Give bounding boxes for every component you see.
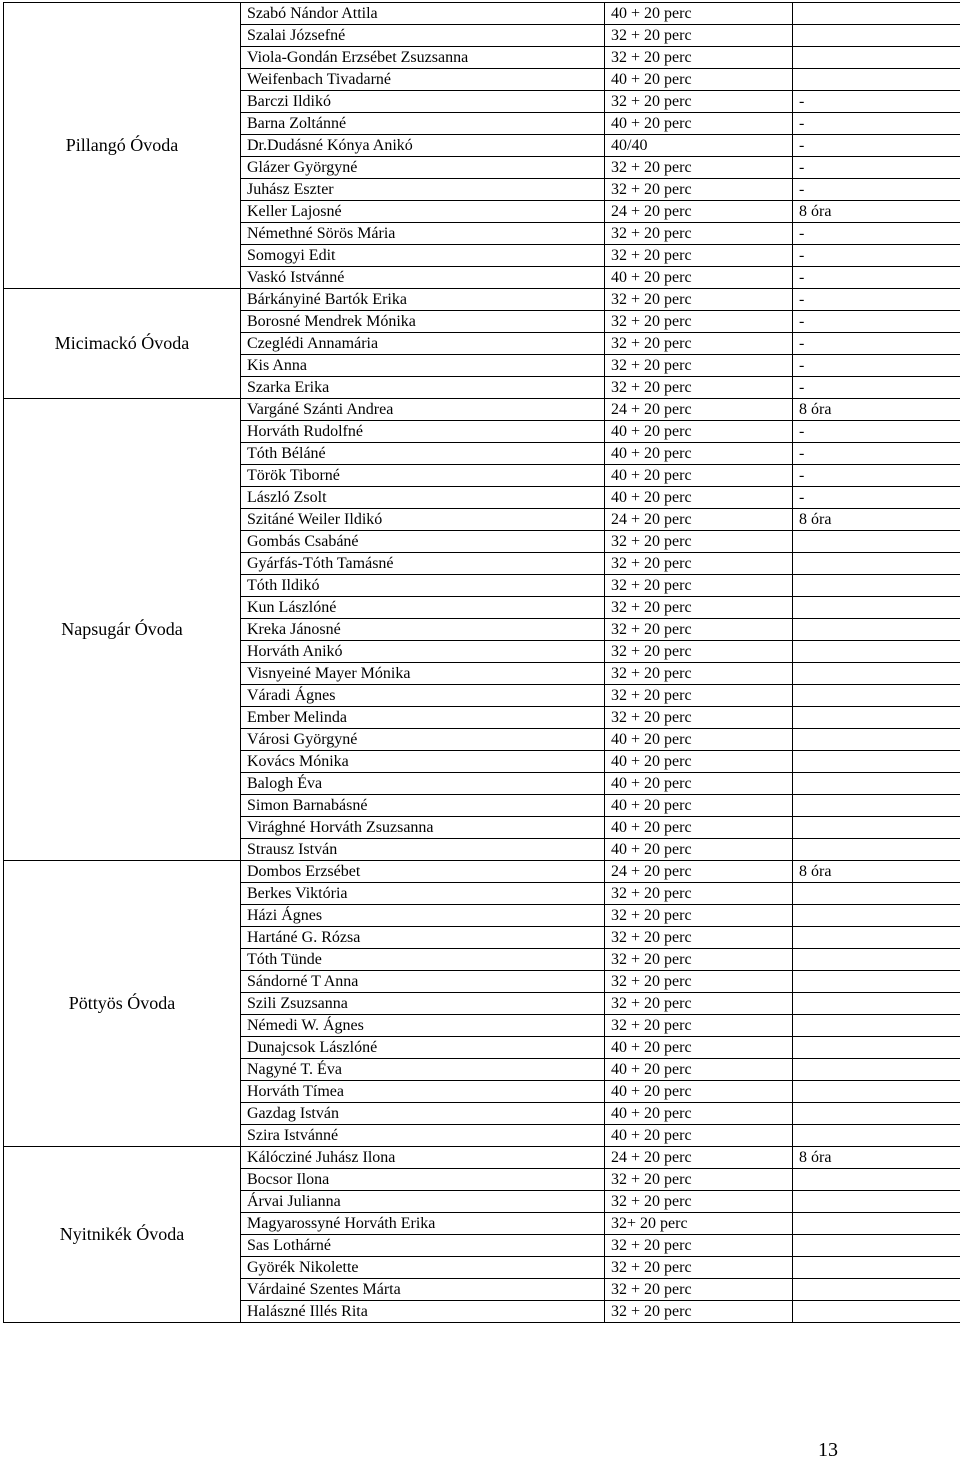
working-hours: 24 + 20 perc: [605, 399, 793, 421]
staff-name: Weifenbach Tivadarné: [241, 69, 605, 91]
working-hours: 40 + 20 perc: [605, 487, 793, 509]
institution-group: [4, 289, 960, 399]
working-hours: 32 + 20 perc: [605, 157, 793, 179]
institution-name: Micimackó Óvoda: [4, 289, 241, 399]
extra-hours: -: [793, 91, 960, 113]
staff-name: Györék Nikolette: [241, 1257, 605, 1279]
staff-name: Némethné Sörös Mária: [241, 223, 605, 245]
extra-hours: [793, 1103, 960, 1125]
working-hours: 40 + 20 perc: [605, 3, 793, 25]
working-hours: 32 + 20 perc: [605, 685, 793, 707]
staff-name: Juhász Eszter: [241, 179, 605, 201]
working-hours: 32 + 20 perc: [605, 641, 793, 663]
working-hours: 32 + 20 perc: [605, 223, 793, 245]
staff-name: Viola-Gondán Erzsébet Zsuzsanna: [241, 47, 605, 69]
staff-name: Várdainé Szentes Márta: [241, 1279, 605, 1301]
staff-table: [3, 2, 960, 1323]
extra-hours: -: [793, 487, 960, 509]
staff-name: Gyárfás-Tóth Tamásné: [241, 553, 605, 575]
staff-name: Vaskó Istvánné: [241, 267, 605, 289]
staff-name: Bocsor Ilona: [241, 1169, 605, 1191]
working-hours: 40 + 20 perc: [605, 1103, 793, 1125]
working-hours: 32 + 20 perc: [605, 377, 793, 399]
staff-name: Kreka Jánosné: [241, 619, 605, 641]
working-hours: 40 + 20 perc: [605, 817, 793, 839]
working-hours: 32 + 20 perc: [605, 927, 793, 949]
staff-name: Dombos Erzsébet: [241, 861, 605, 883]
institution-group: [4, 399, 960, 861]
extra-hours: -: [793, 223, 960, 245]
staff-name: Horváth Tímea: [241, 1081, 605, 1103]
extra-hours: -: [793, 113, 960, 135]
working-hours: 40 + 20 perc: [605, 1081, 793, 1103]
extra-hours: [793, 795, 960, 817]
working-hours: 32 + 20 perc: [605, 355, 793, 377]
extra-hours: [793, 1213, 960, 1235]
staff-name: Visnyeiné Mayer Mónika: [241, 663, 605, 685]
table-row: [4, 399, 960, 421]
staff-name: Gombás Csabáné: [241, 531, 605, 553]
working-hours: 32 + 20 perc: [605, 663, 793, 685]
working-hours: 40 + 20 perc: [605, 465, 793, 487]
extra-hours: [793, 553, 960, 575]
working-hours: 32 + 20 perc: [605, 949, 793, 971]
staff-name: Kovács Mónika: [241, 751, 605, 773]
working-hours: 40 + 20 perc: [605, 1125, 793, 1147]
staff-name: Simon Barnabásné: [241, 795, 605, 817]
staff-name: Balogh Éva: [241, 773, 605, 795]
staff-name: Váradi Ágnes: [241, 685, 605, 707]
working-hours: 32 + 20 perc: [605, 333, 793, 355]
staff-name: Gazdag István: [241, 1103, 605, 1125]
extra-hours: [793, 531, 960, 553]
working-hours: 40 + 20 perc: [605, 69, 793, 91]
extra-hours: [793, 1125, 960, 1147]
institution-name: Napsugár Óvoda: [4, 399, 241, 861]
extra-hours: [793, 1235, 960, 1257]
extra-hours: [793, 1081, 960, 1103]
staff-name: Tóth Béláné: [241, 443, 605, 465]
extra-hours: 8 óra: [793, 201, 960, 223]
working-hours: 32 + 20 perc: [605, 1015, 793, 1037]
working-hours: 32 + 20 perc: [605, 597, 793, 619]
extra-hours: [793, 663, 960, 685]
working-hours: 40 + 20 perc: [605, 1037, 793, 1059]
extra-hours: -: [793, 333, 960, 355]
staff-name: Nagyné T. Éva: [241, 1059, 605, 1081]
working-hours: 32 + 20 perc: [605, 1301, 793, 1323]
working-hours: 32 + 20 perc: [605, 1169, 793, 1191]
working-hours: 40 + 20 perc: [605, 113, 793, 135]
working-hours: 32 + 20 perc: [605, 553, 793, 575]
working-hours: 40 + 20 perc: [605, 773, 793, 795]
staff-name: Virághné Horváth Zsuzsanna: [241, 817, 605, 839]
extra-hours: 8 óra: [793, 509, 960, 531]
extra-hours: [793, 729, 960, 751]
working-hours: 32 + 20 perc: [605, 531, 793, 553]
staff-name: Ember Melinda: [241, 707, 605, 729]
staff-name: Keller Lajosné: [241, 201, 605, 223]
extra-hours: [793, 1257, 960, 1279]
staff-name: Török Tiborné: [241, 465, 605, 487]
extra-hours: [793, 1169, 960, 1191]
extra-hours: [793, 69, 960, 91]
working-hours: 32 + 20 perc: [605, 905, 793, 927]
staff-name: László Zsolt: [241, 487, 605, 509]
working-hours: 40/40: [605, 135, 793, 157]
table-row: [4, 3, 960, 25]
staff-name: Vargáné Szánti Andrea: [241, 399, 605, 421]
extra-hours: [793, 25, 960, 47]
staff-name: Dr.Dudásné Kónya Anikó: [241, 135, 605, 157]
working-hours: 24 + 20 perc: [605, 861, 793, 883]
extra-hours: -: [793, 135, 960, 157]
extra-hours: [793, 1037, 960, 1059]
table-row: [4, 1147, 960, 1169]
staff-name: Szabó Nándor Attila: [241, 3, 605, 25]
staff-name: Árvai Julianna: [241, 1191, 605, 1213]
page-number: 13: [818, 1439, 838, 1462]
extra-hours: [793, 993, 960, 1015]
extra-hours: -: [793, 179, 960, 201]
extra-hours: [793, 47, 960, 69]
working-hours: 24 + 20 perc: [605, 509, 793, 531]
table-row: [4, 861, 960, 883]
working-hours: 40 + 20 perc: [605, 795, 793, 817]
staff-name: Hartáné G. Rózsa: [241, 927, 605, 949]
working-hours: 40 + 20 perc: [605, 267, 793, 289]
extra-hours: -: [793, 377, 960, 399]
staff-name: Halászné Illés Rita: [241, 1301, 605, 1323]
institution-group: [4, 3, 960, 289]
staff-name: Somogyi Edit: [241, 245, 605, 267]
working-hours: 40 + 20 perc: [605, 729, 793, 751]
staff-name: Strausz István: [241, 839, 605, 861]
staff-name: Szarka Erika: [241, 377, 605, 399]
staff-name: Kis Anna: [241, 355, 605, 377]
staff-name: Horváth Rudolfné: [241, 421, 605, 443]
staff-name: Magyarossyné Horváth Erika: [241, 1213, 605, 1235]
working-hours: 32 + 20 perc: [605, 91, 793, 113]
extra-hours: [793, 883, 960, 905]
extra-hours: -: [793, 157, 960, 179]
staff-name: Szili Zsuzsanna: [241, 993, 605, 1015]
institution-name: Pöttyös Óvoda: [4, 861, 241, 1147]
working-hours: 32 + 20 perc: [605, 289, 793, 311]
staff-name: Glázer Györgyné: [241, 157, 605, 179]
extra-hours: [793, 751, 960, 773]
working-hours: 32 + 20 perc: [605, 619, 793, 641]
staff-name: Szira Istvánné: [241, 1125, 605, 1147]
extra-hours: -: [793, 267, 960, 289]
staff-name: Tóth Ildikó: [241, 575, 605, 597]
staff-name: Bárkányiné Bartók Erika: [241, 289, 605, 311]
extra-hours: [793, 707, 960, 729]
extra-hours: [793, 1279, 960, 1301]
working-hours: 32 + 20 perc: [605, 245, 793, 267]
extra-hours: [793, 619, 960, 641]
staff-name: Barna Zoltánné: [241, 113, 605, 135]
working-hours: 32 + 20 perc: [605, 1235, 793, 1257]
extra-hours: [793, 641, 960, 663]
staff-name: Tóth Tünde: [241, 949, 605, 971]
staff-name: Házi Ágnes: [241, 905, 605, 927]
institution-group: [4, 1147, 960, 1323]
working-hours: 24 + 20 perc: [605, 1147, 793, 1169]
staff-name: Barczi Ildikó: [241, 91, 605, 113]
table-row: [4, 289, 960, 311]
institution-group: [4, 861, 960, 1147]
working-hours: 32 + 20 perc: [605, 47, 793, 69]
extra-hours: [793, 3, 960, 25]
working-hours: 40 + 20 perc: [605, 839, 793, 861]
working-hours: 32 + 20 perc: [605, 707, 793, 729]
extra-hours: 8 óra: [793, 399, 960, 421]
working-hours: 32 + 20 perc: [605, 179, 793, 201]
staff-name: Berkes Viktória: [241, 883, 605, 905]
working-hours: 40 + 20 perc: [605, 1059, 793, 1081]
extra-hours: [793, 839, 960, 861]
working-hours: 32 + 20 perc: [605, 575, 793, 597]
institution-name: Nyitnikék Óvoda: [4, 1147, 241, 1323]
extra-hours: -: [793, 311, 960, 333]
extra-hours: [793, 1191, 960, 1213]
staff-name: Sas Lothárné: [241, 1235, 605, 1257]
extra-hours: [793, 971, 960, 993]
extra-hours: [793, 685, 960, 707]
extra-hours: -: [793, 443, 960, 465]
staff-name: Kun Lászlóné: [241, 597, 605, 619]
staff-name: Dunajcsok Lászlóné: [241, 1037, 605, 1059]
extra-hours: [793, 949, 960, 971]
working-hours: 32+ 20 perc: [605, 1213, 793, 1235]
working-hours: 32 + 20 perc: [605, 883, 793, 905]
working-hours: 40 + 20 perc: [605, 751, 793, 773]
extra-hours: -: [793, 421, 960, 443]
staff-name: Sándorné T Anna: [241, 971, 605, 993]
working-hours: 24 + 20 perc: [605, 201, 793, 223]
extra-hours: [793, 1301, 960, 1323]
extra-hours: [793, 817, 960, 839]
extra-hours: 8 óra: [793, 1147, 960, 1169]
working-hours: 32 + 20 perc: [605, 971, 793, 993]
extra-hours: [793, 1059, 960, 1081]
institution-name: Pillangó Óvoda: [4, 3, 241, 289]
extra-hours: [793, 575, 960, 597]
staff-name: Horváth Anikó: [241, 641, 605, 663]
extra-hours: [793, 905, 960, 927]
working-hours: 32 + 20 perc: [605, 311, 793, 333]
extra-hours: [793, 1015, 960, 1037]
working-hours: 32 + 20 perc: [605, 1191, 793, 1213]
extra-hours: [793, 927, 960, 949]
extra-hours: -: [793, 245, 960, 267]
staff-name: Kálócziné Juhász Ilona: [241, 1147, 605, 1169]
extra-hours: -: [793, 289, 960, 311]
staff-name: Borosné Mendrek Mónika: [241, 311, 605, 333]
working-hours: 40 + 20 perc: [605, 443, 793, 465]
extra-hours: [793, 597, 960, 619]
staff-name: Czeglédi Annamária: [241, 333, 605, 355]
extra-hours: 8 óra: [793, 861, 960, 883]
staff-name: Szitáné Weiler Ildikó: [241, 509, 605, 531]
working-hours: 40 + 20 perc: [605, 421, 793, 443]
staff-name: Szalai Józsefné: [241, 25, 605, 47]
extra-hours: [793, 773, 960, 795]
working-hours: 32 + 20 perc: [605, 1257, 793, 1279]
extra-hours: -: [793, 355, 960, 377]
extra-hours: -: [793, 465, 960, 487]
working-hours: 32 + 20 perc: [605, 25, 793, 47]
staff-name: Városi Györgyné: [241, 729, 605, 751]
staff-name: Némedi W. Ágnes: [241, 1015, 605, 1037]
working-hours: 32 + 20 perc: [605, 993, 793, 1015]
working-hours: 32 + 20 perc: [605, 1279, 793, 1301]
